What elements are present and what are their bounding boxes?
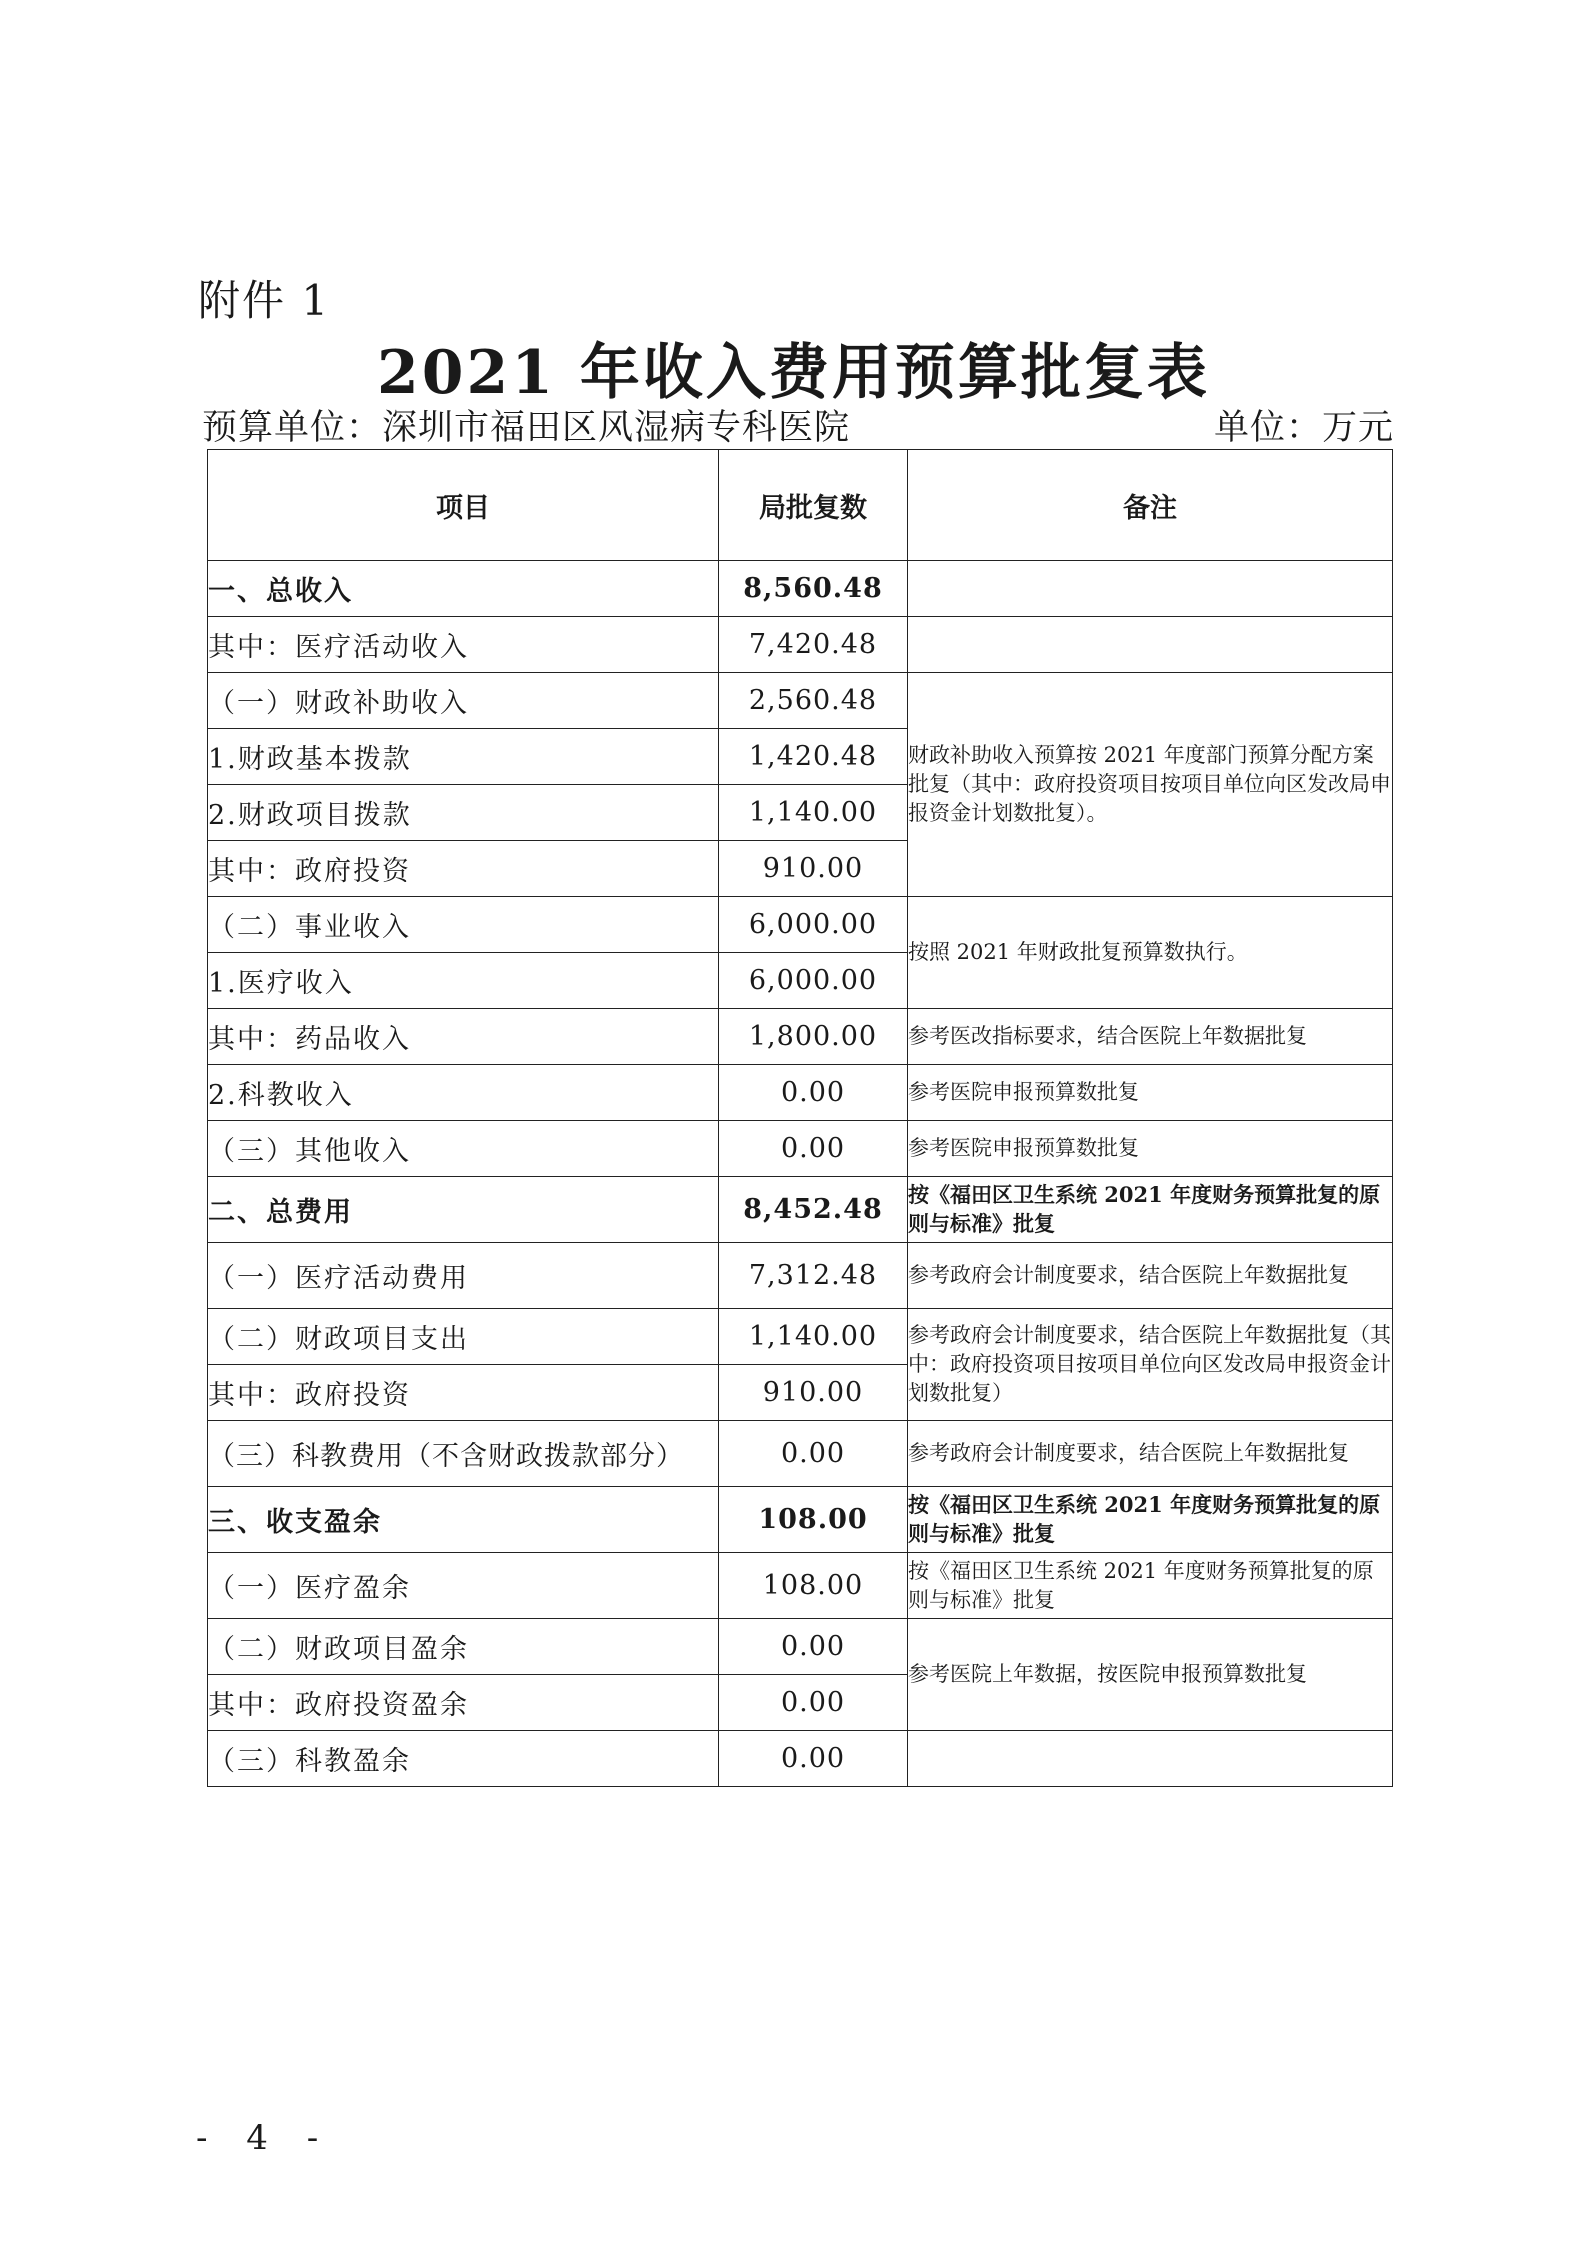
row-item: （一）医疗活动费用	[208, 1243, 719, 1309]
row-value: 6,000.00	[719, 953, 908, 1009]
row-value: 0.00	[719, 1421, 908, 1487]
row-item: （三）科教费用（不含财政拨款部分）	[208, 1421, 719, 1487]
row-value: 2,560.48	[719, 673, 908, 729]
note-fiscal-project-expense: 参考政府会计制度要求，结合医院上年数据批复（其中：政府投资项目按项目单位向区发改局申报资金计划数批复）	[908, 1309, 1393, 1421]
note-surplus: 按《福田区卫生系统 2021 年度财务预算批复的原则与标准》批复	[908, 1487, 1393, 1553]
row-value: 8,452.48	[719, 1177, 908, 1243]
note-edu-expense: 参考政府会计制度要求，结合医院上年数据批复	[908, 1421, 1393, 1487]
row-item: 三、收支盈余	[208, 1487, 719, 1553]
note-other-income: 参考医院申报预算数批复	[908, 1121, 1393, 1177]
row-value: 8,560.48	[719, 561, 908, 617]
budget-table	[207, 449, 1393, 1787]
table-row	[208, 1731, 1393, 1787]
row-item: （一）医疗盈余	[208, 1553, 719, 1619]
row-item: 其中：药品收入	[208, 1009, 719, 1065]
row-value: 1,420.48	[719, 729, 908, 785]
table-row	[208, 1553, 1393, 1619]
document-title: 2021 年收入费用预算批复表	[377, 338, 1210, 408]
row-item: （三）科教盈余	[208, 1731, 719, 1787]
note-fiscal-subsidy: 财政补助收入预算按 2021 年度部门预算分配方案批复（其中：政府投资项目按项目单位向区发改局申报资金计划数批复）。	[908, 673, 1393, 897]
note-medical-expense: 参考政府会计制度要求，结合医院上年数据批复	[908, 1243, 1393, 1309]
table-row	[208, 1065, 1393, 1121]
currency-unit: 单位：万元	[1213, 408, 1394, 448]
row-value: 108.00	[719, 1487, 908, 1553]
table-row	[208, 673, 1393, 729]
table-row	[208, 1177, 1393, 1243]
row-value: 0.00	[719, 1619, 908, 1675]
table-row	[208, 617, 1393, 673]
row-value: 6,000.00	[719, 897, 908, 953]
note-drug-income: 参考医改指标要求，结合医院上年数据批复	[908, 1009, 1393, 1065]
row-value: 1,800.00	[719, 1009, 908, 1065]
note-edu-income: 参考医院申报预算数批复	[908, 1065, 1393, 1121]
row-item: 一、总收入	[208, 561, 719, 617]
row-value: 1,140.00	[719, 785, 908, 841]
row-value: 7,312.48	[719, 1243, 908, 1309]
budget-unit: 预算单位：深圳市福田区风湿病专科医院	[202, 408, 851, 448]
table-row	[208, 561, 1393, 617]
table-row	[208, 1121, 1393, 1177]
table-row	[208, 1421, 1393, 1487]
table-row	[208, 1487, 1393, 1553]
table-row	[208, 897, 1393, 953]
header-item: 项目	[208, 450, 719, 561]
row-note	[908, 617, 1393, 673]
row-value: 910.00	[719, 841, 908, 897]
row-item: 2.财政项目拨款	[208, 785, 719, 841]
row-value: 0.00	[719, 1731, 908, 1787]
row-item: （二）事业收入	[208, 897, 719, 953]
row-value: 0.00	[719, 1121, 908, 1177]
table-row	[208, 1243, 1393, 1309]
note-total-expense: 按《福田区卫生系统 2021 年度财务预算批复的原则与标准》批复	[908, 1177, 1393, 1243]
header-approved: 局批复数	[719, 450, 908, 561]
row-item: 其中：政府投资盈余	[208, 1675, 719, 1731]
row-item: 其中：医疗活动收入	[208, 617, 719, 673]
row-note	[908, 561, 1393, 617]
note-business-income: 按照 2021 年财政批复预算数执行。	[908, 897, 1393, 1009]
note-medical-surplus: 按《福田区卫生系统 2021 年度财务预算批复的原则与标准》批复	[908, 1553, 1393, 1619]
row-item: 1.医疗收入	[208, 953, 719, 1009]
unit-row	[202, 400, 1394, 450]
attachment-label: 附件 1	[198, 276, 331, 325]
row-value: 0.00	[719, 1065, 908, 1121]
row-value: 1,140.00	[719, 1309, 908, 1365]
header-notes: 备注	[908, 450, 1393, 561]
row-value: 7,420.48	[719, 617, 908, 673]
row-item: （一）财政补助收入	[208, 673, 719, 729]
table-row	[208, 1309, 1393, 1365]
row-item: 1.财政基本拨款	[208, 729, 719, 785]
row-note	[908, 1731, 1393, 1787]
page-number: - 4 -	[196, 2118, 333, 2158]
row-item: 2.科教收入	[208, 1065, 719, 1121]
row-value: 108.00	[719, 1553, 908, 1619]
row-item: （三）其他收入	[208, 1121, 719, 1177]
row-item: 二、总费用	[208, 1177, 719, 1243]
row-item: （二）财政项目支出	[208, 1309, 719, 1365]
row-item: （二）财政项目盈余	[208, 1619, 719, 1675]
row-item: 其中：政府投资	[208, 841, 719, 897]
table-row	[208, 1009, 1393, 1065]
row-item: 其中：政府投资	[208, 1365, 719, 1421]
row-value: 0.00	[719, 1675, 908, 1731]
note-fiscal-project-surplus: 参考医院上年数据，按医院申报预算数批复	[908, 1619, 1393, 1731]
table-row	[208, 1619, 1393, 1675]
row-value: 910.00	[719, 1365, 908, 1421]
table-header-row	[208, 450, 1393, 561]
